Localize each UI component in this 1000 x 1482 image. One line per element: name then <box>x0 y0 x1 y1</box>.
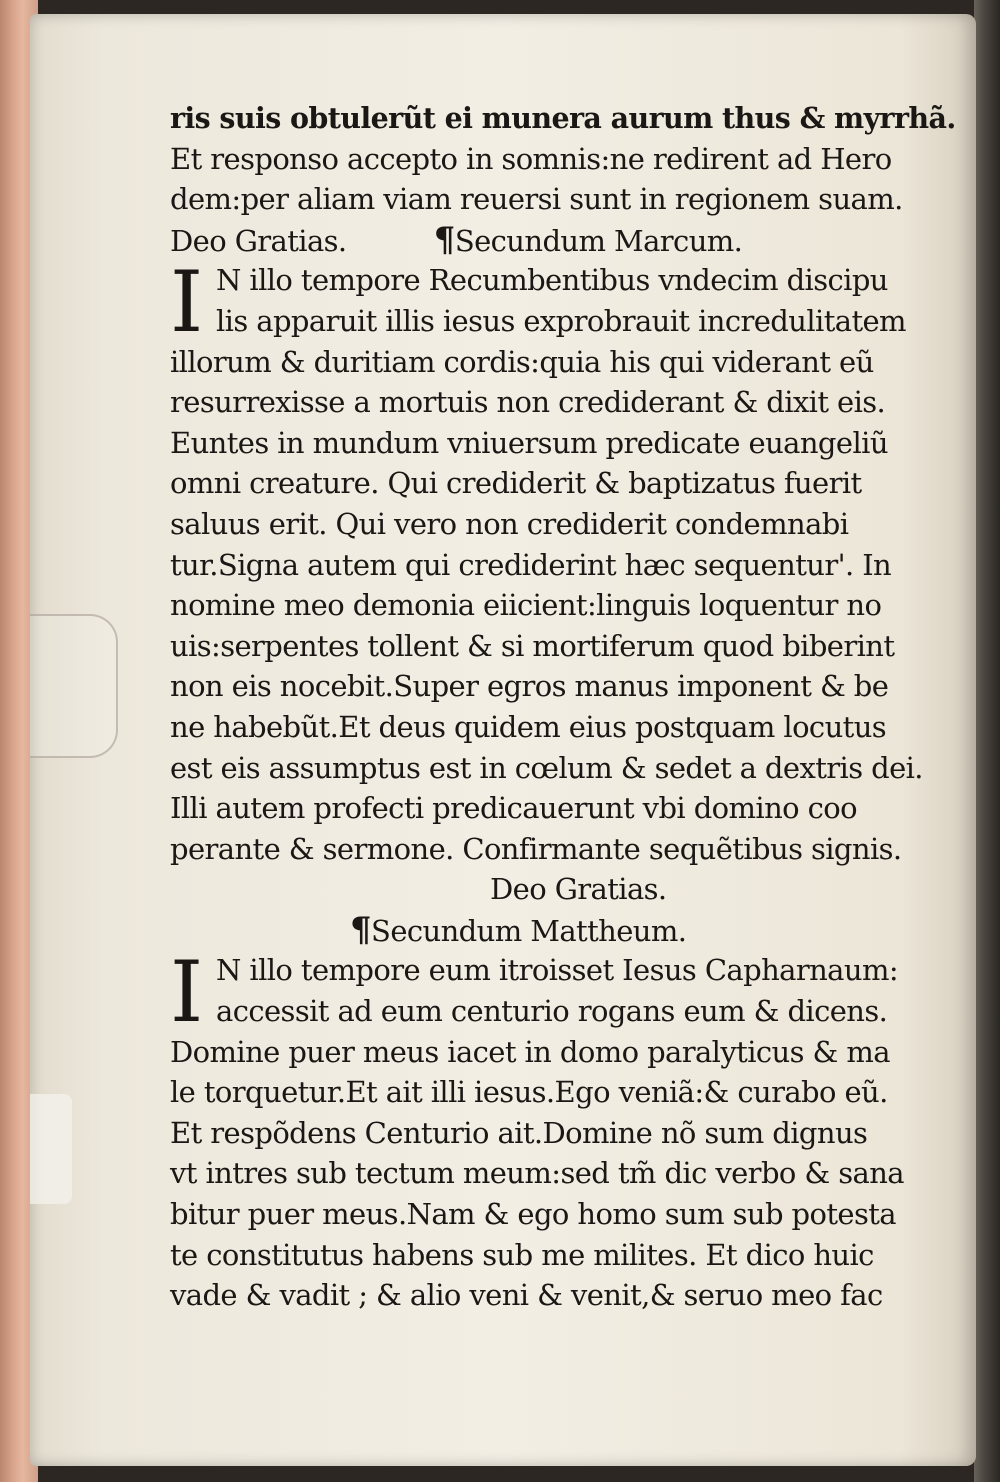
line-text: N illo tempore Recumbentibus vndecim discipu <box>216 263 888 298</box>
text-line: Euntes in mundum vniuersum predicate euangeliũ <box>170 425 888 460</box>
page-tab-lower <box>30 1094 72 1204</box>
text-line: omni creature. Qui crediderit & baptizatus fuerit <box>170 466 862 501</box>
text-line: vade & vadit ; & alio veni & venit,& seruo meo fac <box>170 1278 883 1313</box>
text-line: saluus erit. Qui vero non crediderit condemnabi <box>170 506 849 541</box>
book-edge-right <box>974 0 1000 1482</box>
drop-cap: I <box>170 253 203 352</box>
drop-cap: I <box>170 943 203 1042</box>
text-line: nomine meo demonia eiicient:linguis loquentur no <box>170 588 882 623</box>
text-line: perante & sermone. Confirmante sequẽtibus signis. <box>170 831 902 866</box>
text-line: te constitutus habens sub me milites. Et dico huic <box>170 1237 874 1272</box>
heading-text: Secundum Mattheum. <box>371 913 687 948</box>
text-line: uis:serpentes tollent & si mortiferum quod biberint <box>170 628 895 663</box>
section-heading-mattheum <box>170 910 960 951</box>
text-line: illorum & duritiam cordis:quia his qui viderant eũ <box>170 344 874 379</box>
line-text: N illo tempore eum itroisset Iesus Capharnaum: <box>216 953 899 988</box>
section-heading-marcum: Secundum Marcum. <box>454 223 743 258</box>
text-line: Domine puer meus iacet in domo paralyticus & ma <box>170 1034 890 1069</box>
text-line: est eis assumptus est in cœlum & sedet a dextris dei. <box>170 750 923 785</box>
text-line: tur.Signa autem qui crediderint hæc sequentur'. In <box>170 547 892 582</box>
text-line: dem:per aliam viam reuersi sunt in regionem suam. <box>170 182 903 217</box>
text-line: le torquetur.Et ait illi iesus.Ego veniã:& curabo eũ. <box>170 1075 888 1110</box>
text-line: bitur puer meus.Nam & ego homo sum sub potesta <box>170 1197 896 1232</box>
text-line: Et respõdens Centurio ait.Domine nõ sum dignus <box>170 1115 868 1150</box>
deo-gratias: Deo Gratias. <box>170 223 347 258</box>
text-line: vt intres sub tectum meum:sed tm̃ dic verbo & sana <box>170 1156 904 1191</box>
pilcrow-icon: ¶ <box>350 909 372 950</box>
text-line: Illi autem profecti predicauerunt vbi domino coo <box>170 791 858 826</box>
text-line-with-heading <box>170 220 960 261</box>
text-line: ne habebũt.Et deus quidem eius postquam locutus <box>170 709 887 744</box>
text-line: ris suis obtulerũt ei munera aurum thus & myrrhã. <box>170 101 956 135</box>
text-line: non eis nocebit.Super egros manus imponent & be <box>170 669 889 704</box>
text-line: accessit ad eum centurio rogans eum & dicens. <box>216 994 888 1029</box>
text-line: lis apparuit illis iesus exprobrauit incredulitatem <box>216 303 906 338</box>
pilcrow-icon: ¶ <box>433 219 455 260</box>
page-tab <box>30 614 118 758</box>
page-text <box>170 98 960 1316</box>
text-line: resurrexisse a mortuis non crediderant & dixit eis. <box>170 385 886 420</box>
deo-gratias-line: Deo Gratias. <box>490 872 667 907</box>
text-line: Et responso accepto in somnis:ne redirent ad Hero <box>170 141 892 176</box>
